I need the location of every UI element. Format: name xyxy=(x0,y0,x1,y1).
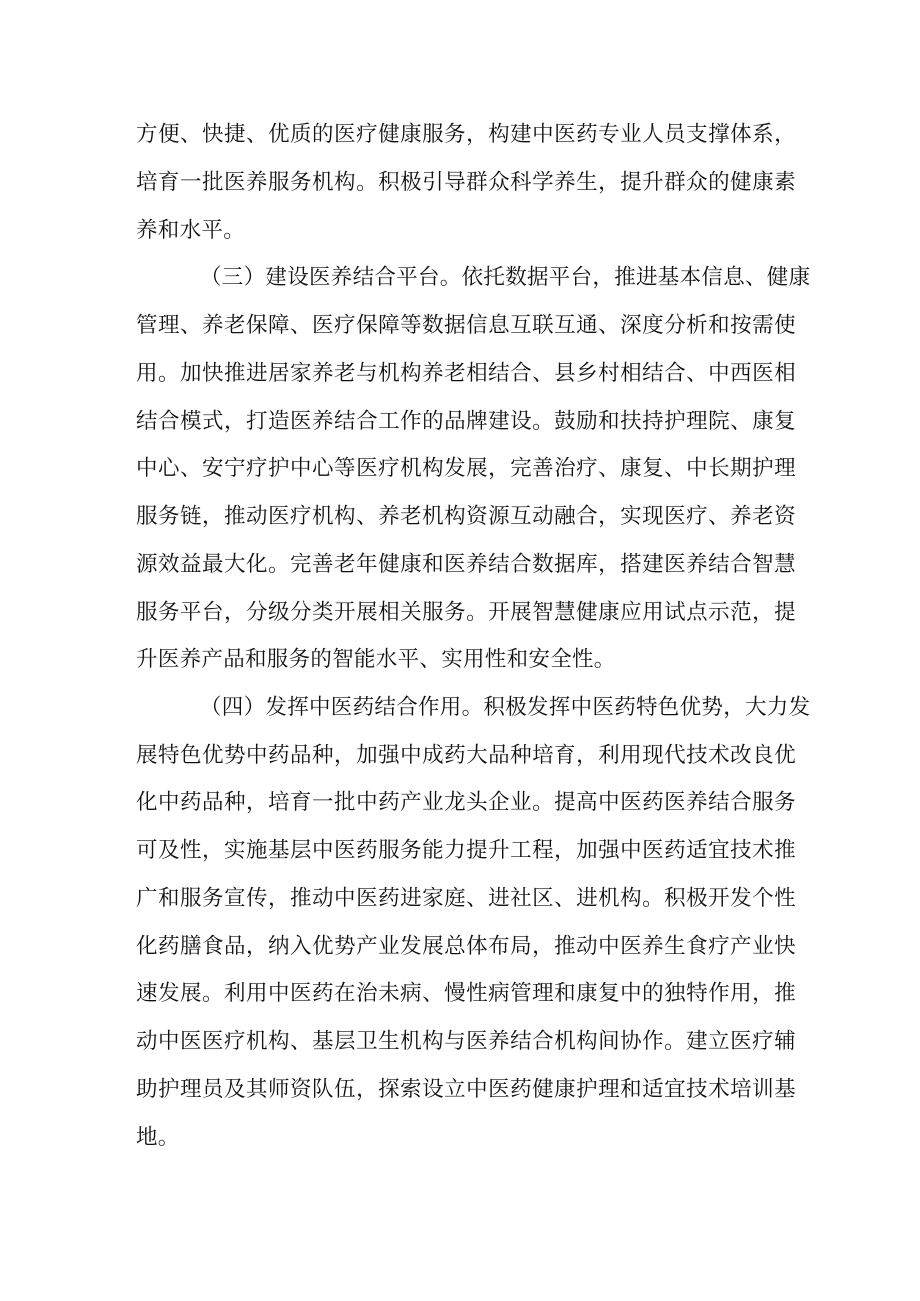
text-line: 管理、养老保障、医疗保障等数据信息互联互通、深度分析和按需使 xyxy=(136,313,796,338)
text-line: 结合模式，打造医养结合工作的品牌建设。鼓励和扶持护理院、康复 xyxy=(136,409,796,434)
text-line: 可及性，实施基层中医药服务能力提升工程，加强中医药适宜技术推 xyxy=(136,838,796,863)
text-line: 服务平台，分级分类开展相关服务。开展智慧健康应用试点示范，提 xyxy=(136,600,796,625)
text-line: 养和水平。 xyxy=(136,218,246,243)
text-line: 化药膳食品，纳入优势产业发展总体布局，推动中医养生食疗产业快 xyxy=(136,934,796,959)
text-line: 源效益最大化。完善老年健康和医养结合数据库，搭建医养结合智慧 xyxy=(136,552,796,577)
text-line: 培育一批医养服务机构。积极引导群众科学养生，提升群众的健康素 xyxy=(136,170,796,195)
text-line: 展特色优势中药品种，加强中成药大品种培育，利用现代技术改良优 xyxy=(136,743,796,768)
text-line: 服务链，推动医疗机构、养老机构资源互动融合，实现医疗、养老资 xyxy=(136,504,796,529)
text-line: 速发展。利用中医药在治未病、慢性病管理和康复中的独特作用，推 xyxy=(136,981,796,1006)
text-line: 化中药品种，培育一批中药产业龙头企业。提高中医药医养结合服务 xyxy=(136,790,796,815)
text-line: 动中医医疗机构、基层卫生机构与医养结合机构间协作。建立医疗辅 xyxy=(136,1029,796,1054)
text-line: 地。 xyxy=(136,1125,180,1150)
text-line: 用。加快推进居家养老与机构养老相结合、县乡村相结合、中西医相 xyxy=(136,361,796,386)
text-line: 中心、安宁疗护中心等医疗机构发展，完善治疗、康复、中长期护理 xyxy=(136,456,796,481)
text-line: （三）建设医养结合平台。依托数据平台，推进基本信息、健康 xyxy=(200,265,811,290)
text-line: 升医养产品和服务的智能水平、实用性和安全性。 xyxy=(136,647,616,672)
text-line: （四）发挥中医药结合作用。积极发挥中医药特色优势，大力发 xyxy=(200,695,811,720)
text-line: 方便、快捷、优质的医疗健康服务，构建中医药专业人员支撑体系， xyxy=(136,122,796,147)
text-line: 助护理员及其师资队伍，探索设立中医药健康护理和适宜技术培训基 xyxy=(136,1077,796,1102)
text-line: 广和服务宣传，推动中医药进家庭、进社区、进机构。积极开发个性 xyxy=(136,886,796,911)
